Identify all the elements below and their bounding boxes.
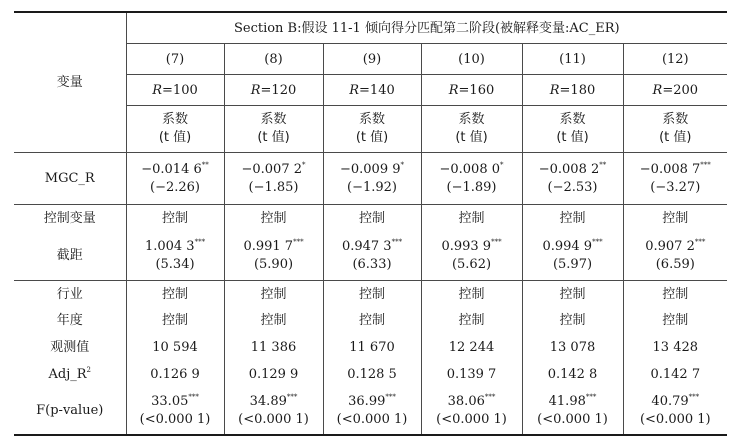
cell-mgc [323,153,421,204]
t-value: (−2.26) [150,179,200,195]
f-value: 34.89 [249,393,287,409]
t-label: (t 值) [158,130,192,146]
r-label: R [448,82,459,98]
obs-cell: 11 670 [323,334,421,361]
cell-intercept [421,231,522,280]
col-r-7 [126,75,224,106]
coef-value: 0.947 3 [341,238,392,254]
col-num-7 [126,44,224,75]
r-value: =100 [162,82,198,98]
significance: *** [286,392,298,401]
control-cell: 控制 [623,204,727,231]
section-title [126,12,727,44]
row-label-text: 行业 [56,286,83,302]
significance: *** [694,237,706,246]
row-label-f [14,388,126,435]
coef-label: 系数 [358,112,385,128]
t-label: (t 值) [355,130,389,146]
row-obs [14,334,727,361]
col-r-11 [522,75,623,106]
row-label-adjr2 [14,361,126,388]
row-label-mgc [14,153,126,204]
coef-value: 0.994 9 [542,238,593,254]
year-cell: 控制 [623,307,727,334]
t-value: (−1.85) [248,179,299,195]
t-value: (6.33) [352,256,392,272]
t-value: (6.59) [655,256,695,272]
cell-intercept [522,231,623,280]
t-value: (−3.27) [650,179,701,195]
f-value: 36.99 [348,393,386,409]
col-coef-9 [323,106,421,153]
industry-cell: 控制 [126,281,224,308]
significance: *** [700,160,711,169]
coef-value: −0.009 9 [339,161,401,177]
t-value: (5.34) [155,256,195,272]
significance: *** [484,392,496,401]
coef-label: 系数 [260,112,287,128]
f-value: 40.79 [651,393,689,409]
r-label: R [549,82,560,98]
col-r-10 [421,75,522,106]
cell-intercept [323,231,421,280]
adjr2-cell: 0.126 9 [126,361,224,388]
col-r-8 [224,75,323,106]
control-cell: 控制 [323,204,421,231]
significance: * [400,160,404,169]
variable-header [14,12,126,153]
obs-cell: 13 078 [522,334,623,361]
coef-label: 系数 [559,112,586,128]
significance: *** [188,392,199,401]
col-coef-8 [224,106,323,153]
row-label-intercept [14,231,126,280]
coef-value: −0.008 0 [439,161,500,177]
section-title-text: Section B:假设 11-1 倾向得分匹配第二阶段(被解释变量:AC_ER) [233,20,620,36]
coef-value: −0.008 2 [538,161,600,177]
significance: *** [688,392,700,401]
col-num-8 [224,44,323,75]
cell-intercept [623,231,727,280]
industry-cell: 控制 [522,281,623,308]
industry-cell: 控制 [421,281,522,308]
control-cell: 控制 [522,204,623,231]
row-label-sup: 2 [86,365,91,374]
p-value: (<0.000 1) [336,411,408,427]
year-cell: 控制 [126,307,224,334]
col-num-10 [421,44,522,75]
row-label-text: 截距 [56,248,83,264]
obs-cell: 12 244 [421,334,522,361]
cell-f [522,388,623,435]
cell-mgc [126,153,224,204]
r-label: R [349,82,360,98]
significance: * [500,160,504,169]
r-value: =160 [458,82,495,98]
cell-f [323,388,421,435]
year-cell: 控制 [421,307,522,334]
p-value: (<0.000 1) [139,411,211,427]
year-cell: 控制 [224,307,323,334]
r-label: R [152,82,163,98]
cell-mgc [623,153,727,204]
coef-value: −0.007 2 [241,161,302,177]
col-num-text: (12) [661,51,689,67]
coef-label: 系数 [161,112,188,128]
row-label-year [14,307,126,334]
coef-value: 0.991 7 [243,238,294,254]
p-value: (<0.000 1) [639,411,711,427]
r-label: R [652,82,663,98]
significance: ** [201,160,209,169]
cell-f [224,388,323,435]
variable-header-text: 变量 [56,75,83,91]
t-value: (5.90) [253,256,294,272]
col-r-9 [323,75,421,106]
significance: *** [293,237,304,246]
t-value: (−1.92) [347,179,397,195]
col-num-12 [623,44,727,75]
t-value: (−2.53) [547,179,598,195]
r-value: =200 [662,82,699,98]
cell-mgc [421,153,522,204]
row-label-control [14,204,126,231]
adjr2-cell: 0.142 8 [522,361,623,388]
obs-cell: 13 428 [623,334,727,361]
cell-mgc [224,153,323,204]
significance: *** [391,237,403,246]
f-value: 33.05 [151,393,189,409]
row-label-text: Adj_R [48,366,87,382]
p-value: (<0.000 1) [238,411,309,427]
year-cell: 控制 [522,307,623,334]
r-label: R [250,82,261,98]
industry-cell: 控制 [623,281,727,308]
adjr2-cell: 0.142 7 [623,361,727,388]
col-num-text: (10) [458,51,485,67]
row-mgc [14,153,727,204]
coef-value: 0.907 2 [645,238,695,254]
col-num-9 [323,44,421,75]
col-coef-7 [126,106,224,153]
row-label-text: MGC_R [44,171,95,187]
year-cell: 控制 [323,307,421,334]
p-value: (<0.000 1) [537,411,608,427]
significance: * [302,160,306,169]
significance: ** [599,160,607,169]
row-label-text: 观测值 [50,339,90,355]
control-cell: 控制 [224,204,323,231]
r-value: =140 [359,82,395,98]
adjr2-cell: 0.129 9 [224,361,323,388]
t-value: (5.62) [451,256,492,272]
coef-value: −0.014 6 [141,161,202,177]
significance: *** [585,392,597,401]
cell-f [126,388,224,435]
row-label-industry [14,281,126,308]
col-num-text: (7) [165,51,185,67]
col-coef-11 [522,106,623,153]
coef-value: 1.004 3 [144,238,195,254]
r-value: =120 [260,82,297,98]
coef-label: 系数 [458,112,485,128]
f-value: 38.06 [447,393,485,409]
row-label-text: 控制变量 [43,210,96,226]
row-industry [14,281,727,308]
regression-table [14,11,727,436]
col-r-12 [623,75,727,106]
t-label: (t 值) [455,130,488,146]
industry-cell: 控制 [224,281,323,308]
col-num-text: (9) [362,51,382,67]
t-value: (−1.89) [446,179,497,195]
significance: *** [491,237,502,246]
cell-intercept [126,231,224,280]
coef-value: 0.993 9 [441,238,492,254]
row-year [14,307,727,334]
obs-cell: 10 594 [126,334,224,361]
f-value: 41.98 [548,393,586,409]
significance: *** [194,237,206,246]
row-label-text: F(p-value) [36,403,104,419]
r-value: =180 [559,82,596,98]
significance: *** [385,392,396,401]
cell-intercept [224,231,323,280]
adjr2-cell: 0.139 7 [421,361,522,388]
cell-f [421,388,522,435]
row-adjr2 [14,361,727,388]
coef-label: 系数 [662,112,689,128]
row-intercept [14,231,727,280]
control-cell: 控制 [421,204,522,231]
col-num-text: (11) [559,51,586,67]
industry-cell: 控制 [323,281,421,308]
row-control [14,204,727,231]
header-row-title [14,12,727,44]
t-label: (t 值) [257,130,290,146]
cell-mgc [522,153,623,204]
t-value: (5.97) [552,256,593,272]
adjr2-cell: 0.128 5 [323,361,421,388]
col-num-text: (8) [264,51,283,67]
col-coef-10 [421,106,522,153]
col-num-11 [522,44,623,75]
coef-value: −0.008 7 [639,161,701,177]
t-label: (t 值) [556,130,589,146]
row-label-text: 年度 [56,313,83,329]
col-coef-12 [623,106,727,153]
cell-f [623,388,727,435]
row-label-obs [14,334,126,361]
significance: *** [592,237,603,246]
t-label: (t 值) [659,130,692,146]
row-f [14,388,727,435]
control-cell: 控制 [126,204,224,231]
p-value: (<0.000 1) [436,411,507,427]
obs-cell: 11 386 [224,334,323,361]
